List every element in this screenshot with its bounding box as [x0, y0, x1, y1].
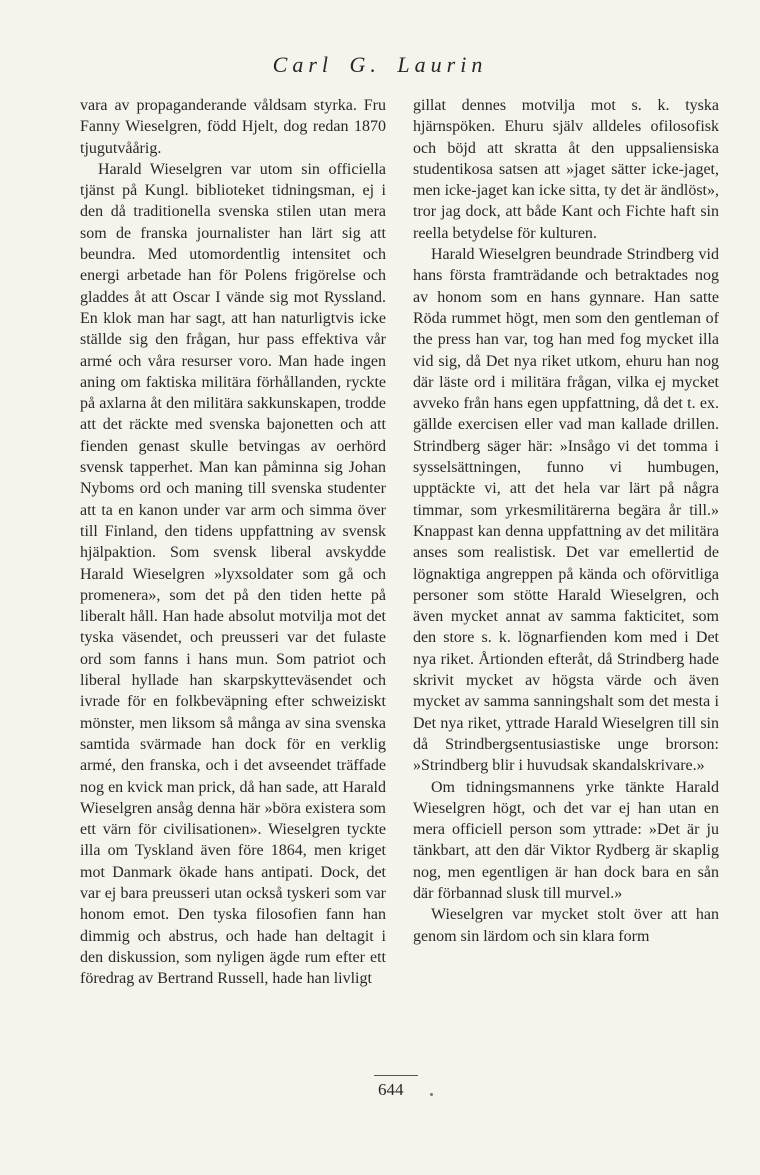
right-paragraph-3: Om tidningsmannens yrke tänkte Harald Wieselgren högt, och det var ej han utan en mera officiell person som yttrade: »Det är ju tänkbart, att den där Viktor Rydberg är skaplig nog, men egentligen är han dock bara en sån där förbannad slusk till murvel.» [413, 778, 719, 902]
right-column [413, 95, 719, 947]
stray-dot [430, 1093, 433, 1096]
running-head: Carl G. Laurin [272, 52, 488, 77]
page-number: 644 [378, 1080, 404, 1099]
right-paragraph-1: gillat dennes motvilja mot s. k. tyska hjärnspöken. Ehuru själv alldeles ofilosofisk och böjd att skratta åt den uppsaliensiska studentikosa satsen att »jaget sätter icke-jaget, men icke-jaget kan icke sitta, ty det är ändlöst», tror jag dock, att både Kant och Fichte haft sin reella betydelse för kulturen. [413, 97, 719, 242]
right-paragraph-4: Wieselgren var mycket stolt över att han genom sin lärdom och sin klara form [413, 906, 719, 945]
left-paragraph-2: Harald Wieselgren var utom sin officiella tjänst på Kungl. biblioteket tidningsman, ej i den då traditionella svenska stilen utan mera som de franska journalister han lärt sig att beundra. Med utomordentlig intensitet och energi arbetade han för Polens frigörelse och gladdes åt att Oscar I vände sig mot Ryssland. En klok man har sagt, att han naturligtvis icke ställde sig den frågan, hur pass effektiva vår armé och våra resurser voro. Man hade ingen aning om faktiska militära förhållanden, ryckte på axlarna åt den militära sakkunskapen, trodde att det räckte med svenska bajonetten och att fienden genast skulle betvingas av oerhörd svensk tapperhet. Man kan påminna sig Johan Nyboms ord och maning till svenska studenter att ta en kanon under var arm och simma över till Finland, den tidens uppfattning av svensk hjälpaktion. Som svensk liberal avskydde Harald Wieselgren »lyxsoldater som gå och promenera», som det på den tiden hette på liberalt håll. Han hade absolut motvilja mot det tyska väsendet, och preusseri var det fulaste ord som fanns i hans mun. Som patriot och liberal hyllade han skarpskytteväsendet och ivrade för en folkbeväpning efter schweiziskt mönster, men liksom så många av sina svenska samtida svärmade han dock för en verklig armé, den franska, och i det avseendet träffade nog en kvick man prick, då han sade, att Harald Wieselgren ansåg denna här »böra existera som ett värn för civilisationen». Wieselgren tyckte illa om Tyskland även före 1864, men kriget mot Danmark ökade hans antipati. Dock, det var ej bara preusseri utan också tyskeri som var honom emot. Den tyska filosofien fann han dimmig och abstrus, och hade han deltagit i den diskussion, som nyligen ägde rum efter ett föredrag av Bertrand Russell, hade han livligt [80, 160, 386, 988]
page-number-rule [374, 1075, 418, 1076]
right-paragraph-2: Harald Wieselgren beundrade Strindberg vid hans första framträdande och betraktades nog av honom som en hans gynnare. Han satte Röda rummet högt, men som den gentleman of the press han var, tog han med fog mycket illa vid sig, då Det nya riket utkom, ehuru han nog där läste ord i militära frågan, vilka ej mycket avveko från hans egen uppfattning, då det t. ex. gällde exercisen eller vad man kallade drillen. Strindberg säger här: »Insågo vi det tomma i sysselsättningen, funno vi humbugen, upptäckte vi, att det hela var lärt på några timmar, som yrkesmilitärerna begära år till.» Knappast kan denna uppfattning av det militära anses som realistisk. Det var emellertid de lögnaktiga angreppen på kända och oförvitliga personer som stötte Harald Wieselgren, och även mycket annat av samma fakticitet, som den store s. k. lögnarfienden kom med i Det nya riket. Årtionden efteråt, då Strindberg hade skrivit mycket av högsta värde och även mycket av samma sanningshalt som det mesta i Det nya riket, yttrade Harald Wieselgren till sin då Strindbergsentusiastiske unge brorson: »Strindberg blir i huvudsak skandalskrivare.» [413, 246, 719, 775]
left-paragraph-1: vara av propaganderande våldsam styrka. Fru Fanny Wieselgren, född Hjelt, dog redan 1870 tjugutvåårig. [80, 97, 386, 157]
left-column [80, 95, 386, 989]
